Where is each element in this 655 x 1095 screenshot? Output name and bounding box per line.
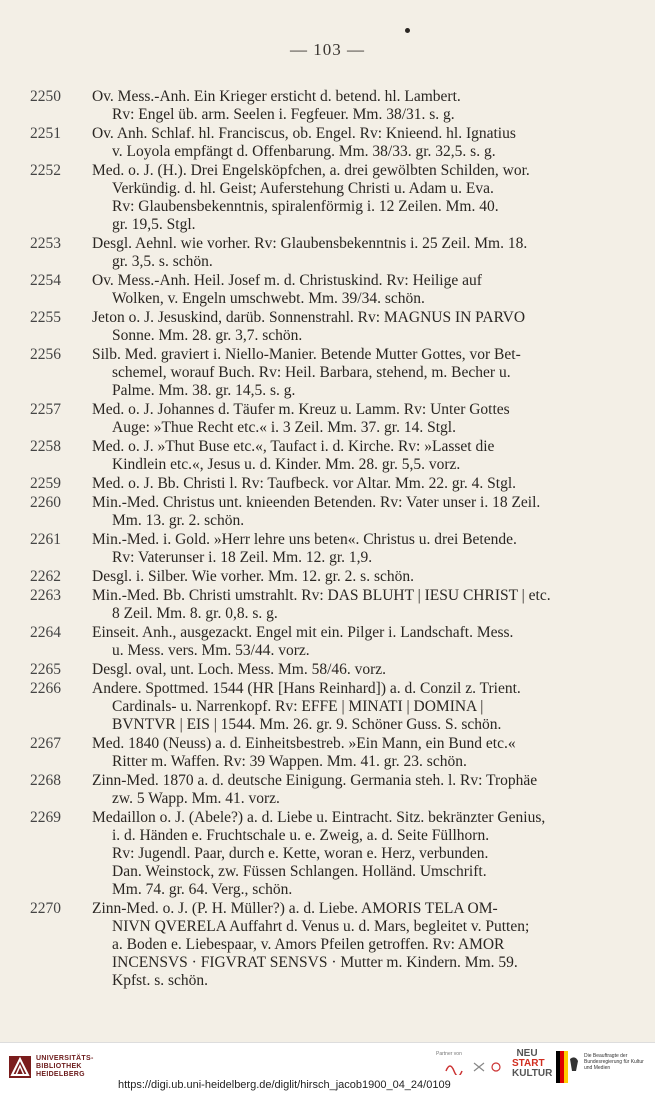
entry-description <box>92 272 588 308</box>
entry-description <box>92 401 588 437</box>
entry-number: 2252 <box>30 162 61 179</box>
entry-line: schemel, worauf Buch. Rv: Heil. Barbara, stehend, m. Becher u. <box>112 364 511 381</box>
entry-line: Andere. Spottmed. 1544 (HR [Hans Reinhard]) a. d. Conzil z. Trient. <box>92 680 521 697</box>
entry-line: INCENSVS · FIGVRAT SENSVS · Mutter m. Kindern. Mm. 59. <box>112 954 518 971</box>
catalog-entry <box>0 587 655 623</box>
entry-number: 2270 <box>30 900 61 917</box>
entry-number: 2253 <box>30 235 61 252</box>
catalog-entry <box>0 900 655 990</box>
entry-description <box>92 900 588 990</box>
entry-number: 2262 <box>30 568 61 585</box>
entry-description <box>92 661 588 679</box>
entry-number: 2260 <box>30 494 61 511</box>
entry-line: Min.-Med. i. Gold. »Herr lehre uns beten«. Christus u. drei Betende. <box>92 531 517 548</box>
neustart-line-2: START <box>512 1058 545 1069</box>
catalog-entry <box>0 309 655 345</box>
catalog-entry <box>0 438 655 474</box>
entry-line: Verkündig. d. hl. Geist; Auferstehung Christi u. Adam u. Eva. <box>112 180 494 197</box>
ministry-name: Die Beauftragte der Bundesregierung für Kultur und Medien <box>584 1053 644 1071</box>
entry-line: Rv: Jugendl. Paar, durch e. Kette, woran e. Herz, verbunden. <box>112 845 489 862</box>
catalog-entry <box>0 772 655 808</box>
entry-line: gr. 3,5. s. schön. <box>112 253 213 270</box>
neustart-line-1: NEU <box>516 1048 538 1059</box>
entry-description <box>92 735 588 771</box>
entry-line: i. d. Händen e. Fruchtschale u. e. Zweig, a. d. Seite Füllhorn. <box>112 827 490 844</box>
entry-line: Med. 1840 (Neuss) a. d. Einheitsbestreb. »Ein Mann, ein Bund etc.« <box>92 735 516 752</box>
entry-number: 2254 <box>30 272 61 289</box>
neustart-line-3: KULTUR <box>512 1068 553 1079</box>
entry-line: Mm. 74. gr. 64. Verg., schön. <box>112 881 293 898</box>
catalog-entry <box>0 475 655 493</box>
entry-line: Ov. Mess.-Anh. Ein Krieger ersticht d. betend. hl. Lambert. <box>92 88 461 105</box>
entry-line: zw. 5 Wapp. Mm. 41. vorz. <box>112 790 280 807</box>
entry-line: Einseit. Anh., ausgezackt. Engel mit ein. Pilger i. Landschaft. Mess. <box>92 624 514 641</box>
entry-description <box>92 587 588 623</box>
entry-number: 2266 <box>30 680 61 697</box>
entry-description <box>92 438 588 474</box>
entry-line: Med. o. J. (H.). Drei Engelsköpfchen, a. drei gewölbten Schilden, wor. <box>92 162 530 179</box>
entry-line: v. Loyola empfängt d. Offenbarung. Mm. 38/33. gr. 32,5. s. g. <box>112 143 496 160</box>
entry-line: Med. o. J. Johannes d. Täufer m. Kreuz u. Lamm. Rv: Unter Gottes <box>92 401 510 418</box>
catalog-entry <box>0 401 655 437</box>
page-url[interactable]: https://digi.ub.uni-heidelberg.de/diglit/hirsch_jacob1900_04_24/0109 <box>118 1079 451 1091</box>
university-name <box>36 1055 94 1079</box>
catalog-entry <box>0 661 655 679</box>
catalog-entry <box>0 272 655 308</box>
university-line-2: BIBLIOTHEK <box>36 1063 82 1070</box>
federal-eagle-icon <box>556 1051 580 1083</box>
entry-line: Palme. Mm. 38. gr. 14,5. s. g. <box>112 382 296 399</box>
catalog-list <box>0 88 655 991</box>
entry-line: Auge: »Thue Recht etc.« i. 3 Zeil. Mm. 37. gr. 14. Stgl. <box>112 419 456 436</box>
entry-number: 2259 <box>30 475 61 492</box>
entry-line: Medaillon o. J. (Abele?) a. d. Liebe u. Eintracht. Sitz. bekränzter Genius, <box>92 809 546 826</box>
entry-line: Rv: Glaubensbekenntnis, spiralenförmig i. 12 Zeilen. Mm. 40. <box>112 198 499 215</box>
entry-line: gr. 19,5. Stgl. <box>112 216 196 233</box>
entry-number: 2251 <box>30 125 61 142</box>
entry-line: Silb. Med. graviert i. Niello-Manier. Betende Mutter Gottes, vor Bet- <box>92 346 521 363</box>
entry-line: Desgl. oval, unt. Loch. Mess. Mm. 58/46. vorz. <box>92 661 387 678</box>
entry-description <box>92 624 588 660</box>
entry-description <box>92 809 588 899</box>
entry-line: Kindlein etc.«, Jesus u. d. Kinder. Mm. 28. gr. 5,5. vorz. <box>112 456 461 473</box>
catalog-entry <box>0 88 655 124</box>
entry-line: Desgl. Aehnl. wie vorher. Rv: Glaubensbekenntnis i. 25 Zeil. Mm. 18. <box>92 235 528 252</box>
entry-number: 2269 <box>30 809 61 826</box>
entry-number: 2250 <box>30 88 61 105</box>
partner-label: Partner von <box>436 1051 462 1057</box>
entry-line: Ov. Mess.-Anh. Heil. Josef m. d. Christuskind. Rv: Heilige auf <box>92 272 482 289</box>
entry-description <box>92 235 588 271</box>
entry-line: Min.-Med. Christus unt. knieenden Betenden. Rv: Vater unser i. 18 Zeil. <box>92 494 541 511</box>
entry-line: Wolken, v. Engeln umschwebt. Mm. 39/34. schön. <box>112 290 425 307</box>
entry-line: NIVN QVERELA Auffahrt d. Venus u. d. Mars, begleitet v. Putten; <box>112 918 530 935</box>
entry-line: BVNTVR | EIS | 1544. Mm. 26. gr. 9. Schöner Guss. S. schön. <box>112 716 502 733</box>
entry-line: Ritter m. Waffen. Rv: 39 Wappen. Mm. 41. gr. 23. schön. <box>112 753 467 770</box>
entry-number: 2258 <box>30 438 61 455</box>
entry-number: 2256 <box>30 346 61 363</box>
catalog-entry <box>0 735 655 771</box>
entry-number: 2257 <box>30 401 61 418</box>
entry-line: Zinn-Med. o. J. (P. H. Müller?) a. d. Liebe. AMORIS TELA OM- <box>92 900 498 917</box>
entry-number: 2255 <box>30 309 61 326</box>
entry-description <box>92 346 588 400</box>
neustart-kultur-logo <box>512 1048 553 1079</box>
catalog-entry <box>0 494 655 530</box>
entry-line: Cardinals- u. Narrenkopf. Rv: EFFE | MINATI | DOMINA | <box>112 698 484 715</box>
entry-number: 2263 <box>30 587 61 604</box>
catalog-entry <box>0 568 655 586</box>
entry-line: Rv: Vaterunser i. 18 Zeil. Mm. 12. gr. 1,9. <box>112 549 373 566</box>
entry-number: 2265 <box>30 661 61 678</box>
entry-line: u. Mess. vers. Mm. 53/44. vorz. <box>112 642 310 659</box>
entry-line: Sonne. Mm. 28. gr. 3,7. schön. <box>112 327 303 344</box>
catalog-entry <box>0 162 655 234</box>
footer-bar <box>0 1042 655 1095</box>
entry-line: Rv: Engel üb. arm. Seelen i. Fegfeuer. Mm. 38/31. s. g. <box>112 106 455 123</box>
catalog-entry <box>0 235 655 271</box>
entry-line: 8 Zeil. Mm. 8. gr. 0,8. s. g. <box>112 605 278 622</box>
entry-description <box>92 125 588 161</box>
page-number: — 103 — <box>290 40 365 59</box>
catalog-entry <box>0 531 655 567</box>
entry-description <box>92 531 588 567</box>
catalog-entry <box>0 809 655 899</box>
entry-line: a. Boden e. Liebespaar, v. Amors Pfeilen getroffen. Rv: AMOR <box>112 936 505 953</box>
partner-logos-icon <box>444 1059 504 1075</box>
catalog-entry <box>0 346 655 400</box>
catalog-entry <box>0 624 655 660</box>
entry-description <box>92 475 588 493</box>
entry-number: 2268 <box>30 772 61 789</box>
university-logo-icon[interactable] <box>8 1055 32 1079</box>
university-line-1: UNIVERSITÄTS- <box>36 1055 94 1062</box>
catalog-entry <box>0 125 655 161</box>
ink-dot <box>405 28 410 33</box>
catalog-entry <box>0 680 655 734</box>
entry-line: Kpfst. s. schön. <box>112 972 209 989</box>
entry-number: 2267 <box>30 735 61 752</box>
entry-description <box>92 494 588 530</box>
entry-line: Jeton o. J. Jesuskind, darüb. Sonnenstrahl. Rv: MAGNUS IN PARVO <box>92 309 526 326</box>
entry-line: Med. o. J. Bb. Christi l. Rv: Taufbeck. vor Altar. Mm. 22. gr. 4. Stgl. <box>92 475 517 492</box>
entry-line: Dan. Weinstock, zw. Füssen Schlangen. Holländ. Umschrift. <box>112 863 487 880</box>
entry-line: Mm. 13. gr. 2. schön. <box>112 512 245 529</box>
entry-description <box>92 772 588 808</box>
entry-line: Zinn-Med. 1870 a. d. deutsche Einigung. Germania steh. l. Rv: Trophäe <box>92 772 538 789</box>
entry-number: 2264 <box>30 624 61 641</box>
entry-description <box>92 162 588 234</box>
entry-line: Ov. Anh. Schlaf. hl. Franciscus, ob. Engel. Rv: Knieend. hl. Ignatius <box>92 125 516 142</box>
entry-description <box>92 568 588 586</box>
entry-line: Desgl. i. Silber. Wie vorher. Mm. 12. gr. 2. s. schön. <box>92 568 414 585</box>
entry-line: Min.-Med. Bb. Christi umstrahlt. Rv: DAS BLUHT | IESU CHRIST | etc. <box>92 587 551 604</box>
entry-line: Med. o. J. »Thut Buse etc.«, Taufact i. d. Kirche. Rv: »Lasset die <box>92 438 495 455</box>
entry-description <box>92 680 588 734</box>
entry-description <box>92 88 588 124</box>
entry-number: 2261 <box>30 531 61 548</box>
university-line-3: HEIDELBERG <box>36 1071 85 1078</box>
entry-description <box>92 309 588 345</box>
